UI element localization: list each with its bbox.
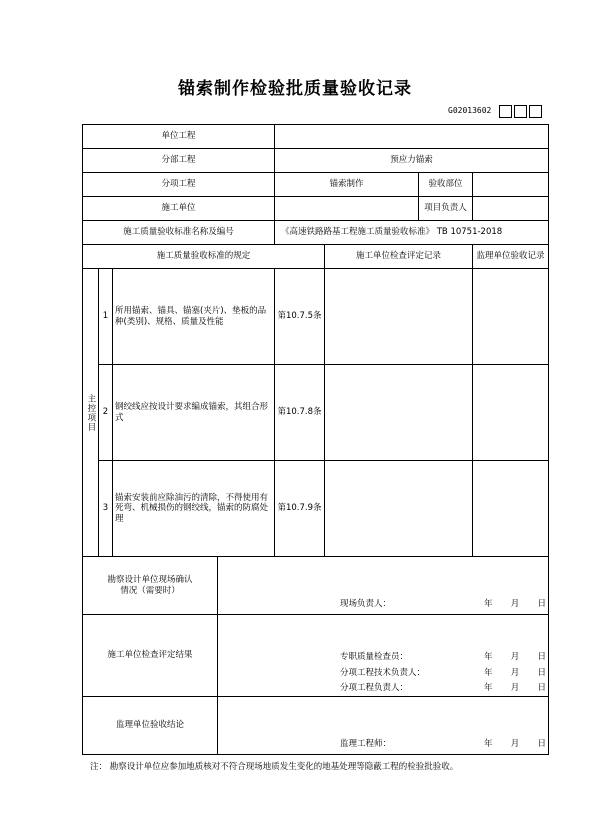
item-text: 锚索安装前应除油污的清除，不得使用有死弯、机械损伤的钢绞线，锚索的防腐处理 <box>113 461 275 557</box>
technical-manager-label: 分项工程技术负责人： <box>340 667 426 678</box>
survey-label: 勘察设计单位现场确认情况（需要时） <box>83 557 218 615</box>
item-clause: 第10.7.9条 <box>275 461 325 557</box>
code-box-1 <box>499 105 512 118</box>
spec-header: 施工质量验收标准的规定 <box>83 245 325 269</box>
survey-sign-area[interactable]: 现场负责人： 年 月 日 <box>218 557 549 615</box>
supervision-sign-area[interactable]: 监理工程师： 年 月 日 <box>218 697 549 755</box>
footnote: 注： 勘察设计单位应参加地质核对不符合现场地质发生变化的地基处理等隐蔽工程的检验批验收。 <box>90 762 459 772</box>
page-title: 锚索制作检验批质量验收记录 <box>178 79 412 99</box>
construction-check-cell[interactable] <box>325 365 473 461</box>
construction-unit-value[interactable] <box>275 197 419 221</box>
acceptance-part-value[interactable] <box>473 173 549 197</box>
item-no: 1 <box>99 269 113 365</box>
quality-inspector-label: 专职质量检查员： <box>340 652 409 663</box>
item-no: 2 <box>99 365 113 461</box>
unit-project-label: 单位工程 <box>83 125 275 149</box>
supervision-record-cell[interactable] <box>473 461 549 557</box>
construction-result-label: 施工单位检查评定结果 <box>83 615 218 697</box>
project-manager-value[interactable] <box>473 197 549 221</box>
project-manager-label: 项目负责人 <box>419 197 473 221</box>
division-project-value: 预应力锚索 <box>275 149 549 173</box>
item-clause: 第10.7.5条 <box>275 269 325 365</box>
supervision-engineer-label: 监理工程师： <box>340 739 392 750</box>
code-box-2 <box>514 105 527 118</box>
main-items-label: 主控项目 <box>83 269 99 557</box>
item-no: 3 <box>99 461 113 557</box>
subitem-manager-label: 分项工程负责人： <box>340 683 409 694</box>
construction-check-header: 施工单位检查评定记录 <box>325 245 473 269</box>
standard-value: 《高速铁路路基工程施工质量验收标准》 TB 10751-2018 <box>275 221 549 245</box>
division-project-label: 分部工程 <box>83 149 275 173</box>
unit-project-value[interactable] <box>275 125 549 149</box>
construction-check-cell[interactable] <box>325 269 473 365</box>
construction-unit-label: 施工单位 <box>83 197 275 221</box>
item-clause: 第10.7.8条 <box>275 365 325 461</box>
supervision-conclusion-label: 监理单位验收结论 <box>83 697 218 755</box>
subitem-project-label: 分项工程 <box>83 173 275 197</box>
construction-check-cell[interactable] <box>325 461 473 557</box>
supervision-record-cell[interactable] <box>473 269 549 365</box>
survey-sig-label: 现场负责人： <box>340 599 392 610</box>
code-box-3 <box>529 105 542 118</box>
acceptance-form-table <box>82 124 549 755</box>
item-text: 所用锚索、锚具、锚塞(夹片)、垫板的品种(类别)、规格、质量及性能 <box>113 269 275 365</box>
supervision-record-header: 监理单位验收记录 <box>473 245 549 269</box>
supervision-record-cell[interactable] <box>473 365 549 461</box>
form-code: G02013602 <box>448 106 492 115</box>
acceptance-part-label: 验收部位 <box>419 173 473 197</box>
subitem-project-value: 锚索制作 <box>275 173 419 197</box>
standard-label: 施工质量验收标准名称及编号 <box>83 221 275 245</box>
construction-sign-area[interactable]: 专职质量检查员： 年 月 日 分项工程技术负责人： 年 月 日 分项工程负责人： 年 月 日 <box>218 615 549 697</box>
item-text: 钢绞线应按设计要求编成锚索，其组合形式 <box>113 365 275 461</box>
